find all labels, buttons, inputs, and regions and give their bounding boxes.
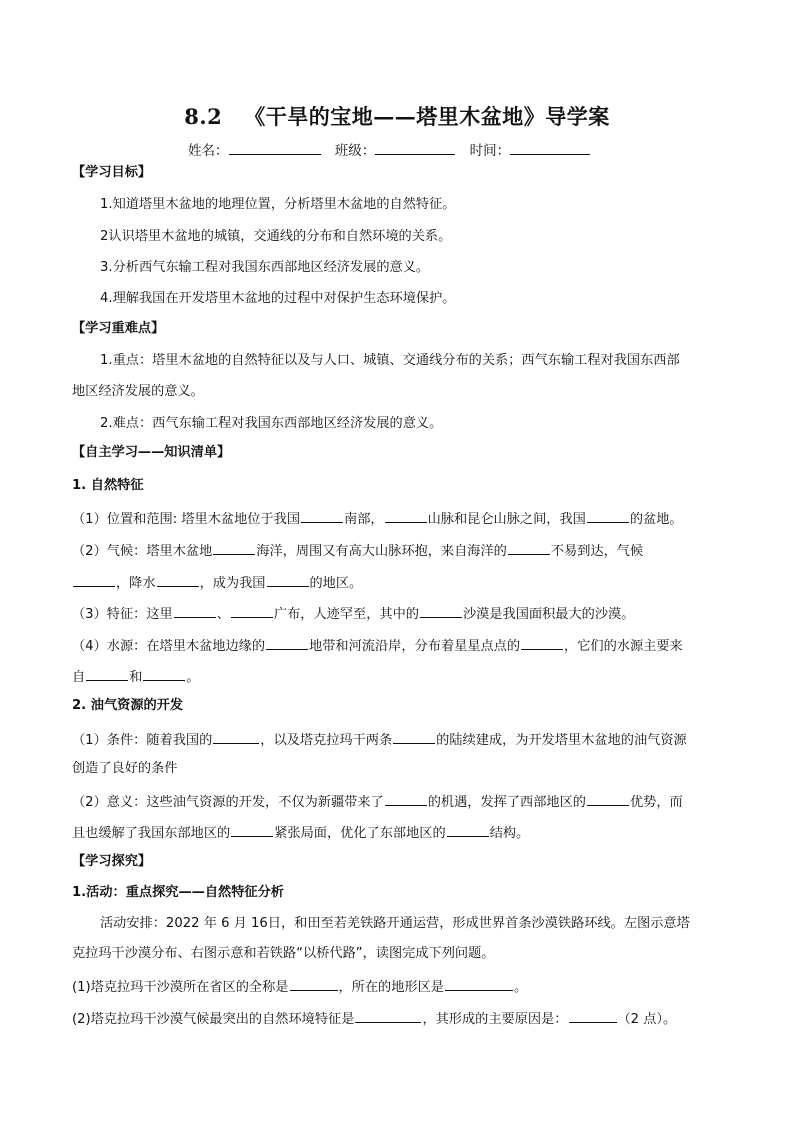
fill-blank[interactable]: [86, 666, 128, 681]
fill-blank[interactable]: [385, 508, 427, 523]
water-line1: （4）水源：在塔里木盆地边缘的 地带和河流沿岸，分布着星星点点的 ，它们的水源主要来: [72, 635, 683, 656]
keypoints-heading: 【学习重难点】: [72, 321, 165, 336]
section1-title: 1. 自然特征: [72, 478, 144, 493]
location-line: （1）位置和范围: 塔里木盆地位于我国 南部， 山脉和昆仑山脉之间，我国 的盆地。: [72, 508, 683, 529]
fill-blank[interactable]: [301, 508, 343, 523]
climate-line1: （2）气候：塔里木盆地 海洋，周围又有高大山脉环抱，来自海洋的 不易到达，气候: [72, 540, 643, 561]
condition-line2: 创造了良好的条件: [72, 761, 178, 776]
fill-blank[interactable]: [587, 791, 629, 806]
objective-item: 4.理解我国在开发塔里木盆地的过程中对保护生态环境保护。: [100, 291, 456, 306]
objective-item: 1.知道塔里木盆地的地理位置，分析塔里木盆地的自然特征。: [100, 197, 456, 212]
name-blank[interactable]: [229, 140, 321, 155]
fill-blank[interactable]: [73, 572, 115, 587]
fill-blank[interactable]: [445, 976, 513, 991]
fill-blank[interactable]: [143, 666, 185, 681]
page-title: [0, 101, 794, 131]
self-study-heading: 【自主学习——知识清单】: [72, 445, 231, 460]
fill-blank[interactable]: [521, 635, 563, 650]
fill-blank[interactable]: [420, 603, 462, 618]
fill-blank[interactable]: [587, 508, 629, 523]
title-text: 《干旱的宝地——塔里木盆地》导学案: [244, 104, 610, 129]
time-blank[interactable]: [510, 140, 590, 155]
student-info-row: [188, 139, 590, 159]
fill-blank[interactable]: [231, 603, 273, 618]
fill-blank[interactable]: [290, 976, 338, 991]
key-point-line1: 1.重点：塔里木盆地的自然特征以及与人口、城镇、交通线分布的关系；西气东输工程对我国东西部: [100, 353, 680, 368]
question-2: (2)塔克拉玛干沙漠气候最突出的自然环境特征是 ，其形成的主要原因是： （2 点）。: [72, 1008, 676, 1029]
activity-description-line1: 活动安排：2022 年 6 月 16日，和田至若羌铁路开通运营，形成世界首条沙漠铁路环线。左图示意塔: [100, 916, 690, 931]
fill-blank[interactable]: [447, 822, 489, 837]
fill-blank[interactable]: [569, 1008, 617, 1023]
section2-title: 2. 油气资源的开发: [72, 698, 184, 713]
activity-description-line2: 克拉玛干沙漠分布、右图示意和若铁路“以桥代路”，读图完成下列问题。: [72, 946, 495, 961]
fill-blank[interactable]: [157, 572, 199, 587]
objective-item: 3.分析西气东输工程对我国东西部地区经济发展的意义。: [100, 260, 430, 275]
class-blank[interactable]: [375, 140, 455, 155]
climate-line2: ，降水 ，成为我国 的地区。: [72, 572, 362, 593]
fill-blank[interactable]: [267, 572, 309, 587]
key-point-line2: 地区经济发展的意义。: [72, 384, 204, 399]
question-1: (1)塔克拉玛干沙漠所在省区的全称是 ，所在的地形区是 。: [72, 976, 527, 997]
fill-blank[interactable]: [174, 603, 216, 618]
fill-blank[interactable]: [508, 540, 550, 555]
fill-blank[interactable]: [393, 729, 435, 744]
objectives-heading: 【学习目标】: [72, 165, 152, 180]
fill-blank[interactable]: [213, 540, 255, 555]
fill-blank[interactable]: [355, 1008, 421, 1023]
significance-line1: （2）意义：这些油气资源的开发，不仅为新疆带来了 的机遇，发挥了西部地区的 优势，而: [72, 791, 683, 812]
water-line2: 自 和 。: [72, 666, 200, 687]
significance-line2: 且也缓解了我国东部地区的 紧张局面，优化了东部地区的 结构。: [72, 822, 529, 843]
time-label: 时间：: [469, 143, 511, 159]
activity-title: 1.活动：重点探究——自然特征分析: [72, 885, 284, 900]
difficult-point: 2.难点：西气东输工程对我国东西部地区经济发展的意义。: [100, 416, 443, 431]
fill-blank[interactable]: [385, 791, 427, 806]
class-label: 班级：: [334, 143, 376, 159]
objective-item: 2认识塔里木盆地的城镇，交通线的分布和自然环境的关系。: [100, 229, 452, 244]
fill-blank[interactable]: [213, 729, 259, 744]
title-number: 8.2: [184, 104, 223, 129]
name-label: 姓名：: [188, 143, 229, 159]
explore-heading: 【学习探究】: [72, 854, 152, 869]
condition-line1: （1）条件：随着我国的 ，以及塔克拉玛干两条 的陆续建成，为开发塔里木盆地的油气资源: [72, 729, 687, 750]
fill-blank[interactable]: [231, 822, 273, 837]
fill-blank[interactable]: [266, 635, 308, 650]
feature-line: （3）特征：这里 、 广布，人迹罕至，其中的 沙漠是我国面积最大的沙漠。: [72, 603, 634, 624]
